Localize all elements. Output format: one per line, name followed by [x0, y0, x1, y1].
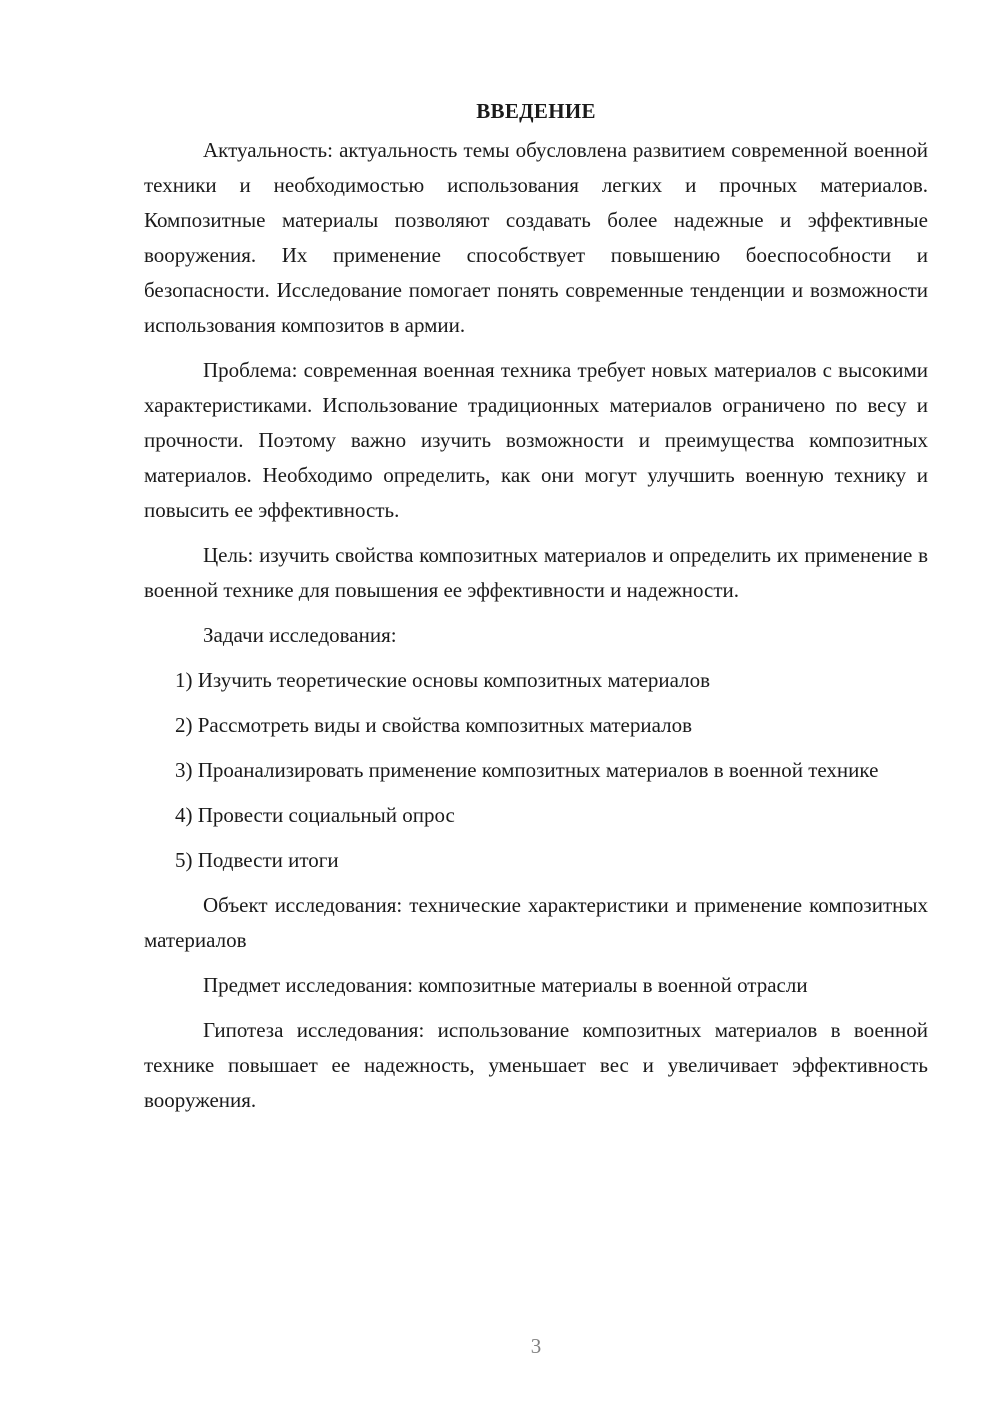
page-content	[144, 97, 928, 1128]
paragraph-goal: Цель: изучить свойства композитных материалов и определить их применение в военной технике для повышения ее эффективности и надежности.	[144, 543, 928, 602]
task-item-3: 3) Проанализировать применение композитных материалов в военной технике	[175, 758, 879, 782]
paragraph-object: Объект исследования: технические характеристики и применение композитных материалов	[144, 893, 928, 952]
section-title: ВВЕДЕНИЕ	[476, 99, 596, 123]
paragraph-subject: Предмет исследования: композитные материалы в военной отрасли	[203, 973, 808, 997]
paragraph-problem: Проблема: современная военная техника требует новых материалов с высокими характеристиками. Использование традиционных материалов ограничено по весу и прочности. Поэтому важно изучить возможности и преимущества композитных материалов. Необходимо определить, как они могут улучшить военную технику и повысить ее эффективность.	[144, 358, 928, 522]
paragraph-relevance: Актуальность: актуальность темы обусловлена развитием современной военной техники и необходимостью использования легких и прочных материалов. Композитные материалы позволяют создавать более надежные и эффективные вооружения. Их применение способствует повышению боеспособности и безопасности. Исследование помогает понять современные тенденции и возможности использования композитов в армии.	[144, 138, 928, 337]
paragraph-tasks-heading: Задачи исследования:	[203, 623, 397, 647]
page-number: 3	[530, 1334, 542, 1358]
task-item-2: 2) Рассмотреть виды и свойства композитных материалов	[175, 713, 693, 737]
task-item-4: 4) Провести социальный опрос	[175, 803, 455, 827]
task-item-1: 1) Изучить теоретические основы композитных материалов	[175, 668, 711, 692]
task-item-5: 5) Подвести итоги	[175, 848, 339, 872]
paragraph-hypothesis: Гипотеза исследования: использование композитных материалов в военной технике повышает ее надежность, уменьшает вес и увеличивает эффективность вооружения.	[144, 1018, 928, 1112]
